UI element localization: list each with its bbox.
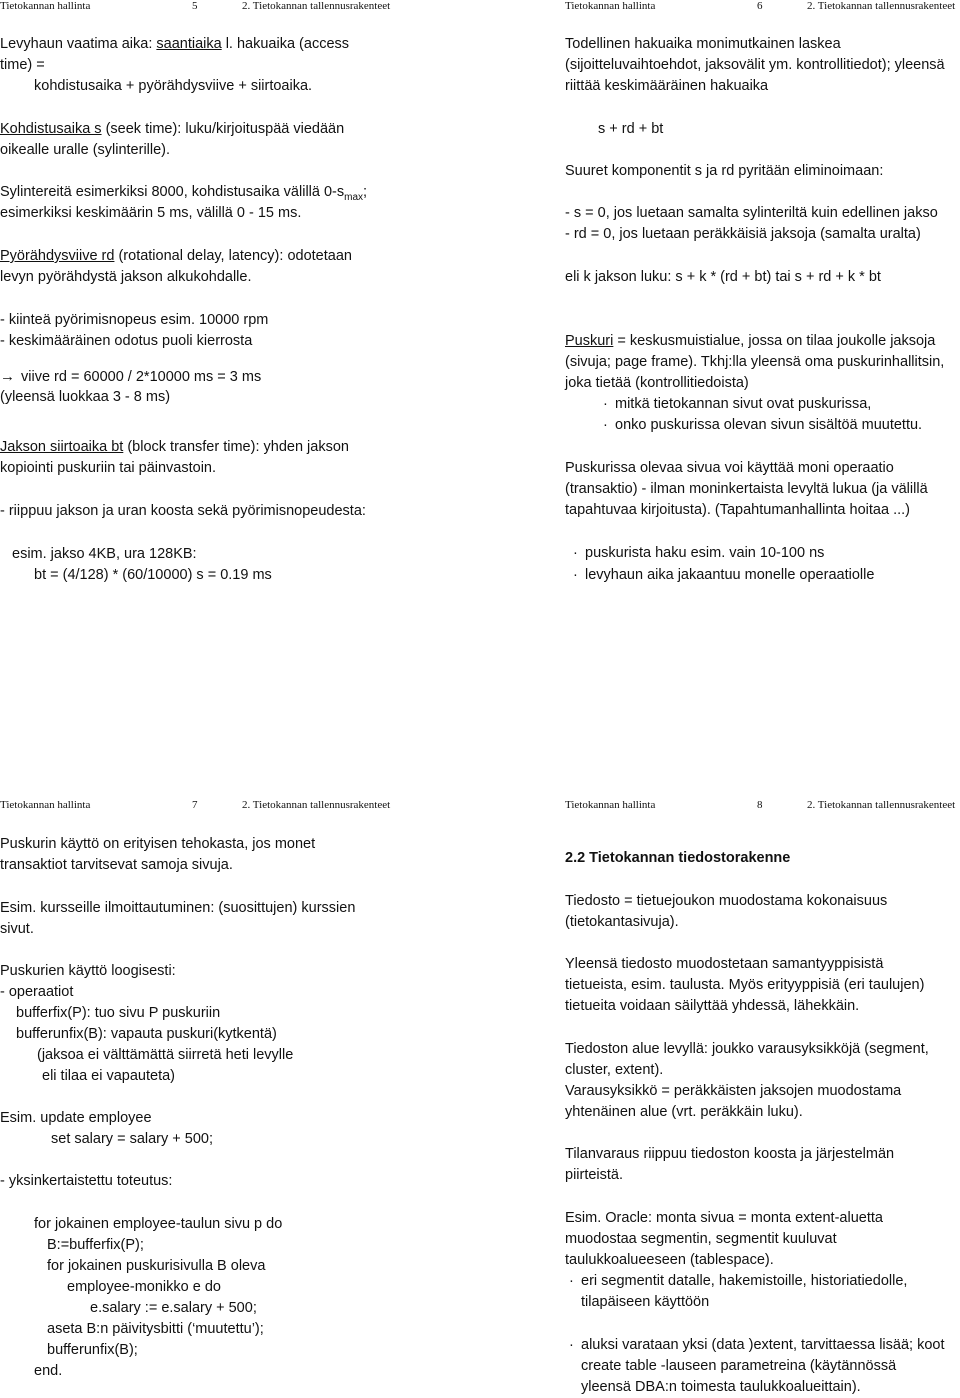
code-line: end. [34, 1363, 63, 1379]
page-6 [565, 0, 960, 583]
list-item: · onko puskurissa olevan sivun sisältöä muutettu. [603, 415, 922, 436]
text-line: (sivuja; page frame). Tkhj:lla yleensä oma puskurinhallitsin, [565, 354, 945, 370]
header-section: 2. Tietokannan tallennusrakenteet [242, 799, 391, 811]
list-item: · levyhaun aika jakaantuu monelle operaatiolle [573, 565, 874, 586]
header-section: 2. Tietokannan tallennusrakenteet [807, 799, 956, 811]
text-line: Todellinen hakuaika monimutkainen laskea [565, 36, 841, 52]
text-line: tietueita voidaan säilyttää yhdessä, lähekkäin. [565, 998, 860, 1014]
text-line: esimerkiksi keskimäärin 5 ms, välillä 0 - 15 ms. [0, 205, 302, 221]
page-number: 7 [192, 799, 198, 811]
text-line: yhtenäinen alue (vrt. peräkkäin luku). [565, 1104, 803, 1120]
text-line: eli k jakson luku: s + k * (rd + bt) tai s + rd + k * bt [565, 269, 881, 285]
text-line: create table -lauseen parametreina (käytännössä [581, 1358, 897, 1374]
text-line: Tiedoston alue levyllä: joukko varausyksikköjä (segment, [565, 1041, 929, 1057]
text-line: bufferunfix(B): vapauta puskuri(kytkentä) [16, 1026, 277, 1042]
list-item: · aluksi varataan yksi (data )extent, tarvittaessa lisää; koot [569, 1335, 944, 1356]
text-line: esim. jakso 4KB, ura 128KB: [12, 546, 197, 562]
text-line: Yleensä tiedosto muodostetaan samantyyppisistä [565, 956, 884, 972]
code-line: employee-monikko e do [67, 1279, 221, 1295]
code-line: aseta B:n päivitysbitti (‘muutettu’); [47, 1321, 264, 1337]
text-line: Tilanvaraus riippuu tiedoston koosta ja järjestelmän [565, 1146, 895, 1162]
page-header [565, 0, 960, 14]
text-line: eli tilaa ei vapauteta) [42, 1068, 175, 1084]
text-line: (yleensä luokkaa 3 - 8 ms) [0, 389, 171, 405]
text-line: - yksinkertaistettu toteutus: [0, 1173, 173, 1189]
text-line: muodostaa segmentin, segmentit kuuluvat [565, 1231, 837, 1247]
text-line: - s = 0, jos luetaan samalta sylinteriltä kuin edellinen jakso [565, 205, 938, 221]
list-item: · mitkä tietokannan sivut ovat puskurissa, [603, 394, 871, 415]
page-number: 6 [757, 0, 763, 12]
text-line: Pyörähdysviive rd (rotational delay, latency): odotetaan [0, 248, 352, 264]
text-line: tilapäiseen käyttöön [581, 1294, 710, 1310]
text-line: Kohdistusaika s (seek time): luku/kirjoituspää viedään [0, 121, 345, 137]
header-section: 2. Tietokannan tallennusrakenteet [242, 0, 391, 12]
formula: s + rd + bt [598, 121, 664, 137]
page-number: 8 [757, 799, 763, 811]
page-header [0, 0, 395, 14]
text-line: Tiedosto = tietuejoukon muodostama kokonaisuus [565, 893, 888, 909]
text-line: Levyhaun vaatima aika: saantiaika l. hakuaika (access [0, 36, 350, 52]
header-title: Tietokannan hallinta [0, 0, 91, 12]
page-header [565, 799, 960, 813]
text-line: (tietokantasivuja). [565, 914, 679, 930]
page-5 [0, 0, 395, 583]
text-line: Puskurin käyttö on erityisen tehokasta, jos monet [0, 836, 316, 852]
text-line: Esim. update employee [0, 1110, 152, 1126]
text-line: → viive rd = 60000 / 2*10000 ms = 3 ms [0, 368, 262, 385]
page-number: 5 [192, 0, 198, 12]
text-line: - kiinteä pyörimisnopeus esim. 10000 rpm [0, 312, 269, 328]
code-line: e.salary := e.salary + 500; [90, 1300, 257, 1316]
text-line: (sijoitteluvaihtoehdot, jaksovälit ym. kontrollitiedot); yleensä [565, 57, 945, 73]
text-line: Suuret komponentit s ja rd pyritään eliminoimaan: [565, 163, 884, 179]
text-line: - riippuu jakson ja uran koosta sekä pyörimisnopeudesta: [0, 503, 366, 519]
text-line: - operaatiot [0, 984, 74, 1000]
text-line: tapahtuvaa kirjoitusta). (Tapahtumanhallinta hoitaa ...) [565, 502, 910, 518]
text-line: riittää keskimääräinen hakuaika [565, 78, 769, 94]
page-8 [565, 799, 960, 1395]
header-section: 2. Tietokannan tallennusrakenteet [807, 0, 956, 12]
bullet-icon: · [603, 417, 608, 433]
text-line: kohdistusaika + pyörähdysviive + siirtoaika. [34, 78, 313, 94]
text-line: cluster, extent). [565, 1062, 664, 1078]
text-line: bt = (4/128) * (60/10000) s = 0.19 ms [34, 567, 272, 583]
text-line: - rd = 0, jos luetaan peräkkäisiä jaksoja (samalta uralta) [565, 226, 921, 242]
text-line: - keskimääräinen odotus puoli kierrosta [0, 333, 253, 349]
header-title: Tietokannan hallinta [565, 799, 656, 811]
code-line: for jokainen puskurisivulla B oleva [47, 1258, 266, 1274]
header-title: Tietokannan hallinta [0, 799, 91, 811]
text-line: set salary = salary + 500; [51, 1131, 213, 1147]
header-title: Tietokannan hallinta [565, 0, 656, 12]
text-line: Sylintereitä esimerkiksi 8000, kohdistusaika välillä $0-s_{max}$; [0, 184, 368, 203]
arrow-icon: → [0, 368, 15, 385]
bullet-icon: · [603, 396, 608, 412]
text-line: transaktiot tarvitsevat samoja sivuja. [0, 857, 233, 873]
text-line: (jaksoa ei välttämättä siirretä heti levylle [37, 1047, 294, 1063]
page-header [0, 799, 395, 813]
text-line: kopiointi puskuriin tai päinvastoin. [0, 460, 217, 476]
text-line: Varausyksikkö = peräkkäisten jaksojen muodostama [565, 1083, 902, 1099]
text-line: joka tietää (kontrollitiedoista) [565, 375, 749, 391]
text-line: taulukkoalueeseen (tablespace). [565, 1252, 774, 1268]
text-line: oikealle uralle (sylinterille). [0, 142, 171, 158]
text-line: Puskurissa olevaa sivua voi käyttää moni operaatio [565, 460, 894, 476]
list-item: · puskurista haku esim. vain 10-100 ns [573, 543, 824, 564]
section-heading: 2.2 Tietokannan tiedostorakenne [565, 850, 791, 866]
page-7 [0, 799, 395, 1379]
list-item: · eri segmentit datalle, hakemistoille, historiatiedolle, [569, 1271, 907, 1292]
text-line: levyn pyörähdystä jakson alkukohdalle. [0, 269, 252, 285]
text-line: time) = [0, 57, 45, 73]
text-line: (transaktio) - ilman moninkertaista levyltä lukua (ja välillä [565, 481, 928, 497]
bullet-icon: · [569, 1273, 574, 1289]
bullet-icon: · [569, 1337, 574, 1353]
bullet-icon: · [573, 545, 578, 561]
text-line: Jakson siirtoaika bt (block transfer time): yhden jakson [0, 439, 349, 455]
text-line: sivut. [0, 921, 34, 937]
text-line: Esim. Oracle: monta sivua = monta extent-aluetta [565, 1210, 883, 1226]
text-line: yleensä DBA:n toimesta taulukkoalueittain). [581, 1379, 861, 1395]
text-line: Puskurien käyttö loogisesti: [0, 963, 176, 979]
bullet-icon: · [573, 567, 578, 583]
text-line: Esim. kursseille ilmoittautuminen: (suosittujen) kurssien [0, 900, 356, 916]
code-line: for jokainen employee-taulun sivu p do [34, 1216, 283, 1232]
text-line: Puskuri = keskusmuistialue, jossa on tilaa joukolle jaksoja [565, 333, 936, 349]
code-line: B:=bufferfix(P); [47, 1237, 144, 1253]
text-line: tietueista, esim. taulusta. Myös erityyppisiä (eri taulujen) [565, 977, 925, 993]
code-line: bufferunfix(B); [47, 1342, 138, 1358]
text-line: piirteistä. [565, 1167, 624, 1183]
text-line: bufferfix(P): tuo sivu P puskuriin [16, 1005, 221, 1021]
